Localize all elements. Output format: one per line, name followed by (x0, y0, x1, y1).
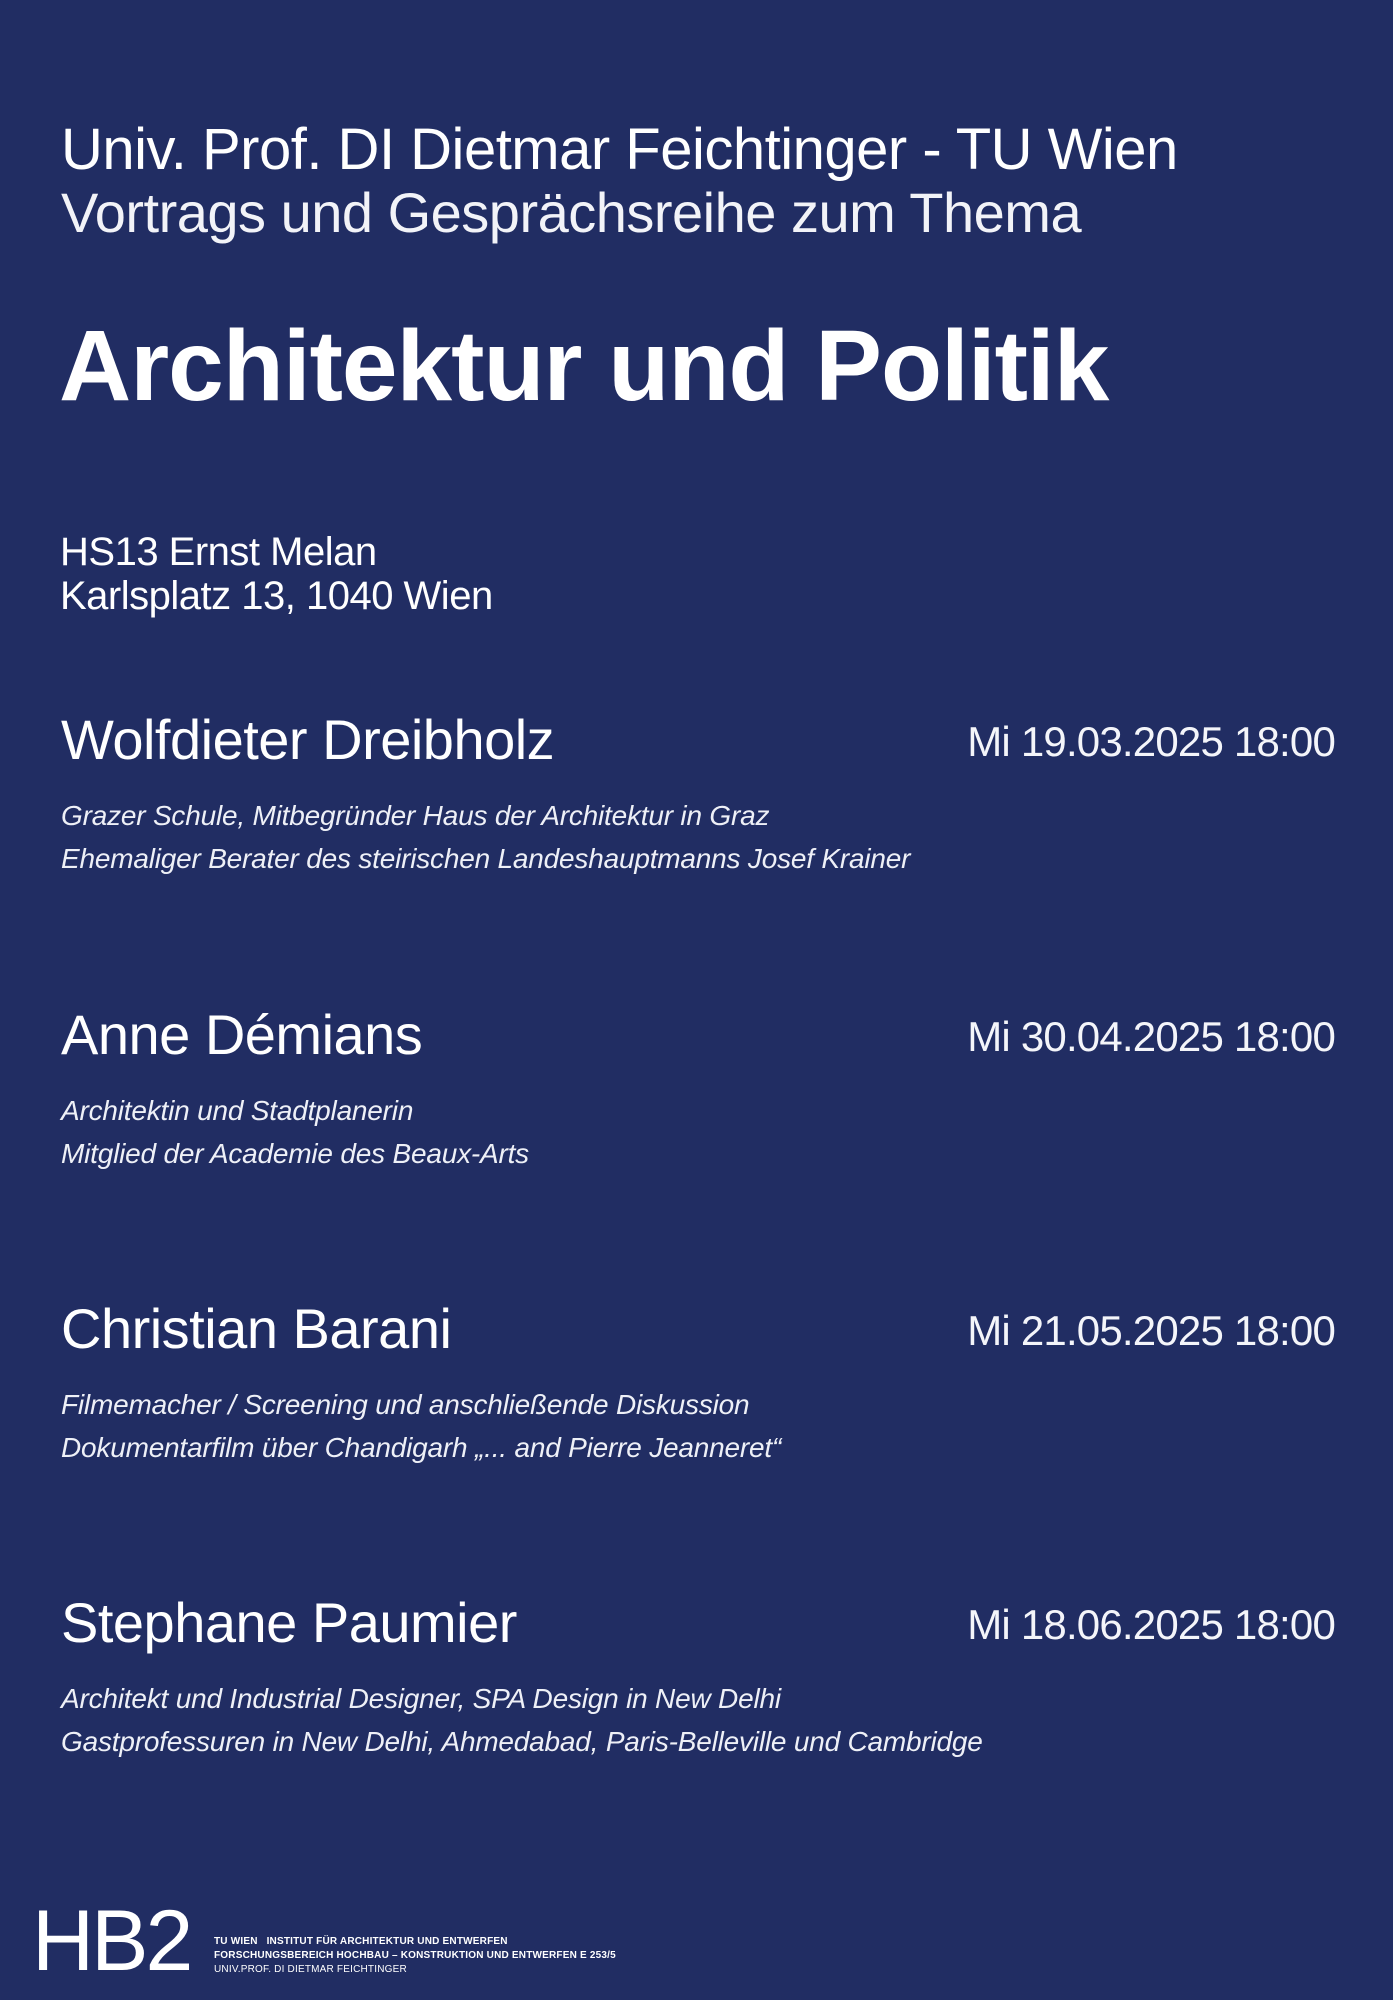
footer-institute: INSTITUT FÜR ARCHITEKTUR UND ENTWERFEN (266, 1936, 508, 1947)
venue-address: Karlsplatz 13, 1040 Wien (60, 574, 493, 618)
event-item (61, 1003, 1335, 1203)
header (61, 118, 1341, 244)
event-description-line: Grazer Schule, Mitbegründer Haus der Architektur in Graz (61, 800, 770, 831)
event-description (61, 1677, 983, 1763)
event-description-line: Filmemacher / Screening und anschließende Diskussion (61, 1389, 750, 1420)
event-description-line: Dokumentarfilm über Chandigarh „... and Pierre Jeanneret“ (61, 1432, 782, 1463)
header-series: Vortrags und Gesprächsreihe zum Thema (61, 181, 1082, 244)
footer (32, 1893, 932, 1989)
event-item (61, 1591, 1335, 1791)
event-description-line: Mitglied der Academie des Beaux-Arts (61, 1138, 529, 1169)
venue-hall: HS13 Ernst Melan (60, 530, 377, 574)
footer-professor: UNIV.PROF. DI DIETMAR FEICHTINGER (214, 1964, 407, 1975)
event-description-line: Architekt und Industrial Designer, SPA Design in New Delhi (61, 1683, 781, 1714)
main-title: Architektur und Politik (59, 310, 1109, 422)
event-date: Mi 30.04.2025 18:00 (967, 1013, 1335, 1060)
venue (60, 530, 493, 618)
event-speaker: Stephane Paumier (61, 1591, 517, 1654)
event-description (61, 1089, 529, 1175)
event-description (61, 1383, 781, 1469)
event-item (61, 1297, 1335, 1497)
footer-university: TU WIEN (214, 1936, 258, 1947)
event-speaker: Anne Démians (61, 1003, 423, 1066)
event-item (61, 708, 1335, 908)
event-speaker: Christian Barani (61, 1297, 452, 1360)
event-description-line: Ehemaliger Berater des steirischen Landeshauptmanns Josef Krainer (61, 843, 911, 874)
event-description-line: Architektin und Stadtplanerin (61, 1095, 414, 1126)
footer-institution (214, 1935, 616, 1977)
event-date: Mi 18.06.2025 18:00 (967, 1601, 1335, 1648)
event-date: Mi 21.05.2025 18:00 (967, 1307, 1335, 1354)
event-speaker: Wolfdieter Dreibholz (61, 708, 555, 771)
hb2-logo: HB2 (32, 1893, 191, 1989)
event-description-line: Gastprofessuren in New Delhi, Ahmedabad, Paris-Belleville und Cambridge (61, 1726, 983, 1757)
event-description (61, 794, 910, 880)
header-organizer: Univ. Prof. DI Dietmar Feichtinger - TU Wien (61, 117, 1178, 182)
event-date: Mi 19.03.2025 18:00 (967, 718, 1335, 765)
footer-department: FORSCHUNGSBEREICH HOCHBAU – KONSTRUKTION UND ENTWERFEN E 253/5 (214, 1950, 616, 1961)
